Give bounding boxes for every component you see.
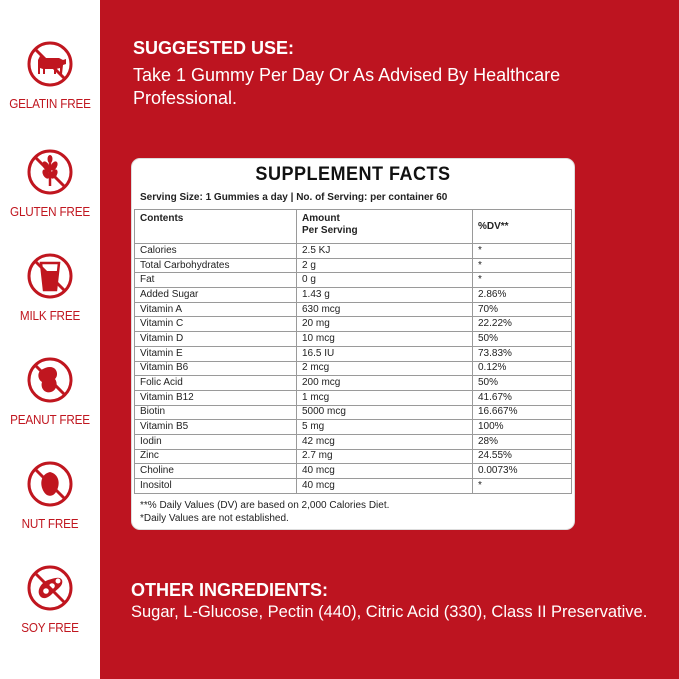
badge-label: PEANUT FREE [10, 412, 90, 427]
cell-name: Inositol [135, 479, 297, 494]
table-row [135, 273, 572, 288]
header-dv: %DV** [473, 210, 572, 244]
cell-name: Vitamin B6 [135, 361, 297, 376]
table-row [135, 449, 572, 464]
cell-dv: 70% [473, 302, 572, 317]
footnote-dv: **% Daily Values (DV) are based on 2,000 Calories Diet. [140, 500, 390, 511]
other-ingredients-title: OTHER INGREDIENTS: [131, 580, 329, 600]
badge-nut-free [0, 460, 100, 531]
cell-name: Choline [135, 464, 297, 479]
cell-dv: * [473, 258, 572, 273]
cell-name: Vitamin A [135, 302, 297, 317]
cell-amount: 2.7 mg [297, 449, 473, 464]
cell-dv: 22.22% [473, 317, 572, 332]
badge-milk-free [0, 252, 100, 323]
cell-name: Folic Acid [135, 376, 297, 391]
badge-peanut-free [0, 356, 100, 427]
cell-dv: 73.83% [473, 346, 572, 361]
cell-amount: 20 mg [297, 317, 473, 332]
table-row [135, 420, 572, 435]
supplement-facts-title: SUPPLEMENT FACTS [255, 164, 451, 185]
supplement-facts-table [134, 209, 572, 494]
wheat-icon [26, 148, 74, 196]
cell-amount: 2 mcg [297, 361, 473, 376]
cell-amount: 40 mcg [297, 479, 473, 494]
cell-dv: 50% [473, 376, 572, 391]
table-body [135, 244, 572, 494]
cell-amount: 16.5 IU [297, 346, 473, 361]
cell-dv: 16.667% [473, 405, 572, 420]
cell-amount: 5000 mcg [297, 405, 473, 420]
table-row [135, 405, 572, 420]
header-amount-line1: Amount [302, 213, 340, 224]
table-row [135, 376, 572, 391]
cell-name: Calories [135, 244, 297, 259]
badge-label: MILK FREE [19, 308, 81, 323]
table-row [135, 346, 572, 361]
cell-name: Vitamin E [135, 346, 297, 361]
badge-gluten-free [0, 148, 100, 219]
table-row [135, 332, 572, 347]
cell-amount: 630 mcg [297, 302, 473, 317]
suggested-use-title: SUGGESTED USE: [133, 38, 295, 58]
cell-dv: 2.86% [473, 288, 572, 303]
cell-name: Added Sugar [135, 288, 297, 303]
cell-amount: 2 g [297, 258, 473, 273]
cell-amount: 0 g [297, 273, 473, 288]
table-row [135, 302, 572, 317]
table-row [135, 434, 572, 449]
badge-label: SOY FREE [21, 620, 79, 635]
cell-dv: * [473, 244, 572, 259]
header-amount-line2: Per Serving [302, 225, 358, 236]
table-row [135, 244, 572, 259]
table-row [135, 258, 572, 273]
cell-name: Vitamin C [135, 317, 297, 332]
cell-dv: 50% [473, 332, 572, 347]
footnote-not-established: *Daily Values are not established. [140, 513, 289, 524]
cell-amount: 200 mcg [297, 376, 473, 391]
cell-name: Zinc [135, 449, 297, 464]
badge-soy-free [0, 564, 100, 635]
cell-dv: * [473, 479, 572, 494]
badge-label: GELATIN FREE [9, 96, 91, 111]
peanut-icon [26, 356, 74, 404]
cell-name: Vitamin B12 [135, 390, 297, 405]
cow-icon [26, 40, 74, 88]
cell-dv: 41.67% [473, 390, 572, 405]
cell-amount: 40 mcg [297, 464, 473, 479]
cell-dv: 28% [473, 434, 572, 449]
cell-amount: 2.5 KJ [297, 244, 473, 259]
badge-label: GLUTEN FREE [10, 204, 90, 219]
cell-amount: 42 mcg [297, 434, 473, 449]
cell-dv: 24.55% [473, 449, 572, 464]
cell-dv: 0.0073% [473, 464, 572, 479]
main-panel [100, 0, 679, 679]
free-from-sidebar [0, 0, 100, 679]
footnotes [140, 499, 389, 525]
table-row [135, 317, 572, 332]
cell-name: Biotin [135, 405, 297, 420]
table-row [135, 479, 572, 494]
cell-dv: 100% [473, 420, 572, 435]
milk-glass-icon [26, 252, 74, 300]
cell-dv: 0.12% [473, 361, 572, 376]
header-contents: Contents [135, 210, 297, 244]
table-row [135, 361, 572, 376]
table-header-row [135, 210, 572, 244]
table-row [135, 288, 572, 303]
supplement-facts-panel [131, 158, 575, 530]
cell-name: Vitamin D [135, 332, 297, 347]
soybean-icon [26, 564, 74, 612]
cell-amount: 5 mg [297, 420, 473, 435]
badge-label: NUT FREE [21, 516, 79, 531]
cell-amount: 10 mcg [297, 332, 473, 347]
cell-name: Vitamin B5 [135, 420, 297, 435]
cell-name: Iodin [135, 434, 297, 449]
table-row [135, 464, 572, 479]
cell-amount: 1.43 g [297, 288, 473, 303]
cell-amount: 1 mcg [297, 390, 473, 405]
header-amount [297, 210, 473, 244]
suggested-use-text: Take 1 Gummy Per Day Or As Advised By Healthcare Professional. [133, 65, 561, 108]
cell-dv: * [473, 273, 572, 288]
serving-info: Serving Size: 1 Gummies a day | No. of Serving: per container 60 [140, 192, 448, 203]
cell-name: Fat [135, 273, 297, 288]
nut-icon [26, 460, 74, 508]
cell-name: Total Carbohydrates [135, 258, 297, 273]
badge-gelatin-free [0, 40, 100, 111]
table-row [135, 390, 572, 405]
other-ingredients-text: Sugar, L-Glucose, Pectin (440), Citric Acid (330), Class II Preservative. [131, 603, 648, 621]
